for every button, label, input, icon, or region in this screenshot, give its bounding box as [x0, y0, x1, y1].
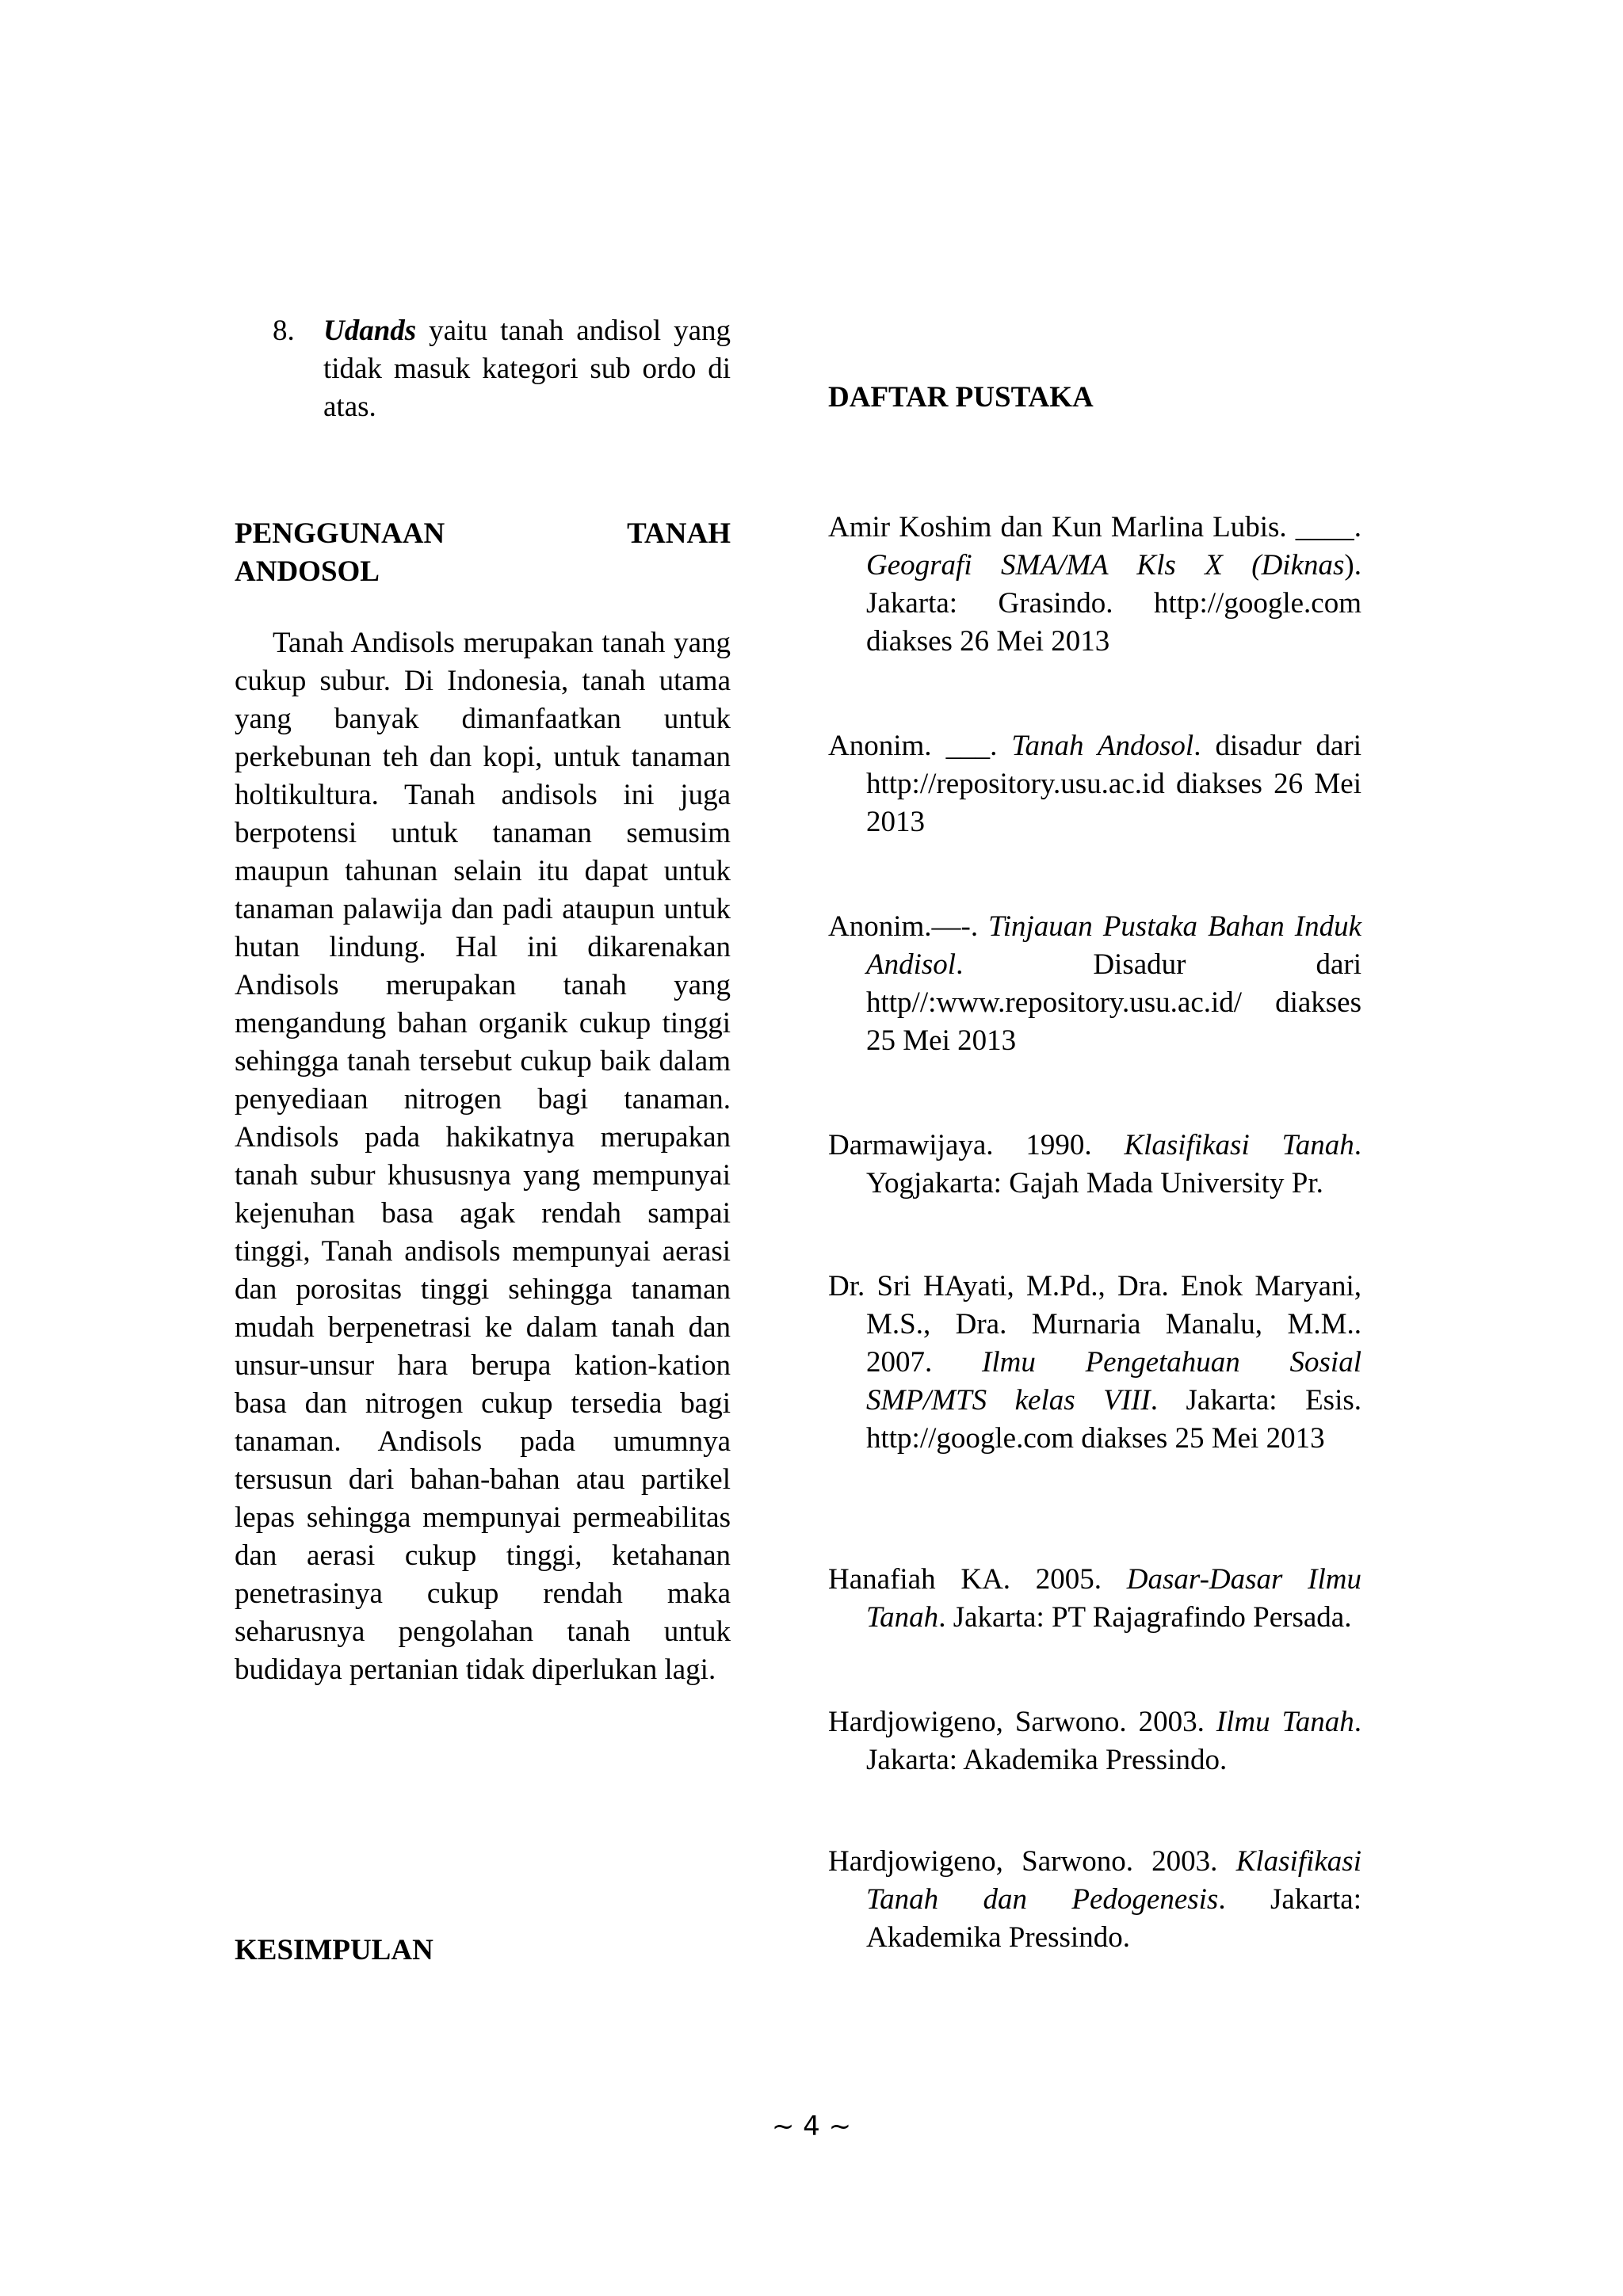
list-text: yaitu tanah andisol yang tidak masuk kategori sub ordo di atas. [323, 315, 731, 423]
reference-item: Anonim.—-. Tinjauan Pustaka Bahan Induk Andisol. Disadur dari http//:www.repository.usu.ac.id/ diakses 25 Mei 2013 [828, 910, 1361, 1057]
reference-item: Amir Koshim dan Kun Marlina Lubis. ____. Geografi SMA/MA Kls X (Diknas). Jakarta: Grasindo. http://google.com diakses 26 Mei 2013 [828, 511, 1361, 658]
reference-item: Hardjowigeno, Sarwono. 2003. Ilmu Tanah. Jakarta: Akademika Pressindo. [828, 1706, 1361, 1776]
list-term: Udands [323, 315, 417, 347]
list-item-8 [235, 312, 731, 426]
heading-word-2: TANAH [627, 517, 731, 550]
heading-word-1: PENGGUNAAN [235, 517, 445, 550]
heading-word-3: ANDOSOL [235, 555, 380, 588]
reference-item: Hanafiah KA. 2005. Dasar-Dasar Ilmu Tanah. Jakarta: PT Rajagrafindo Persada. [828, 1563, 1361, 1634]
reference-item: Hardjowigeno, Sarwono. 2003. Klasifikasi Tanah dan Pedogenesis. Jakarta: Akademika Pressindo. [828, 1845, 1361, 1954]
reference-item: Darmawijaya. 1990. Klasifikasi Tanah. Yogjakarta: Gajah Mada University Pr. [828, 1129, 1361, 1199]
references-heading: DAFTAR PUSTAKA [828, 381, 1094, 414]
section-paragraph: Tanah Andisols merupakan tanah yang cukup subur. Di Indonesia, tanah utama yang banyak dimanfaatkan untuk perkebunan teh dan kopi, untuk tanaman holtikultura. Tanah andisols ini juga berpotensi untuk tanaman semusim maupun tahunan selain itu dapat untuk tanaman palawija dan padi ataupun untuk hutan lindung. Hal ini dikarenakan Andisols merupakan tanah yang mengandung bahan organik cukup tinggi sehingga tanah tersebut cukup baik dalam penyediaan nitrogen bagi tanaman. Andisols pada hakikatnya merupakan tanah subur khususnya yang mempunyai kejenuhan basa agak rendah sampai tinggi, Tanah andisols mempunyai aerasi dan porositas tinggi sehingga tanaman mudah berpenetrasi ke dalam tanah dan unsur-unsur hara berupa kation-kation basa dan nitrogen cukup tersedia bagi tanaman. Andisols pada umumnya tersusun dari bahan-bahan atau partikel lepas sehingga mempunyai permeabilitas dan aerasi cukup tinggi, ketahanan penetrasinya cukup rendah maka seharusnya pengolahan tanah untuk budidaya pertanian tidak diperlukan lagi. [235, 627, 731, 1686]
page-number: ~ 4 ~ [771, 2111, 852, 2142]
section-heading-kesimpulan: KESIMPULAN [235, 1934, 433, 1966]
reference-item: Dr. Sri HAyati, M.Pd., Dra. Enok Maryani, M.S., Dra. Murnaria Manalu, M.M.. 2007. Ilmu Pengetahuan Sosial SMP/MTS kelas VIII. Jakarta: Esis. http://google.com diakses 25 Mei 2013 [828, 1270, 1361, 1455]
reference-item: Anonim. ___. Tanah Andosol. disadur dari http://repository.usu.ac.id diakses 26 Mei 2013 [828, 730, 1362, 838]
section-heading-penggunaan [235, 515, 731, 591]
list-number: 8. [273, 315, 295, 347]
